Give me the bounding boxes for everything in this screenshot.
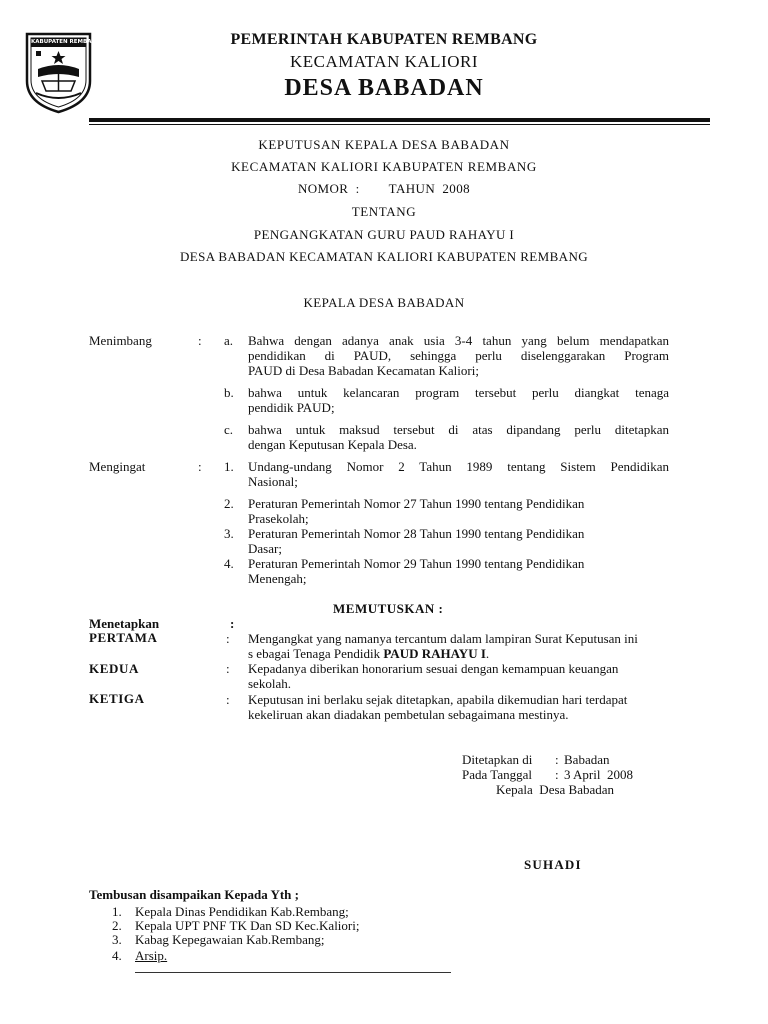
tembusan-heading: Tembusan disampaikan Kepada Yth ;	[89, 887, 299, 902]
pertama-colon: :	[226, 631, 230, 646]
kedua-text-line2: sekolah.	[248, 676, 291, 691]
mengingat-marker: 2.	[224, 496, 234, 511]
ketiga-label: KETIGA	[89, 691, 145, 706]
menimbang-marker: c.	[224, 422, 234, 437]
menimbang-item-line: bahwa untuk kelancaran program tersebut perlu diangkat tenaga	[248, 385, 669, 400]
mengingat-item-line: Nasional;	[248, 474, 298, 489]
menimbang-label: Menimbang	[89, 333, 152, 348]
tembusan-marker: 1.	[112, 904, 122, 919]
ketiga-text-line2: kekeliruan akan diadakan pembetulan sebagaimana mestinya.	[248, 707, 569, 722]
menetapkan-label: Menetapkan	[89, 616, 160, 631]
tembusan-marker: 2.	[112, 918, 122, 933]
date-colon: :	[555, 767, 559, 782]
letterhead-village: DESA BABADAN	[284, 75, 484, 101]
decree-number: NOMOR : TAHUN 2008	[297, 181, 471, 196]
signatory-position: Kepala Desa Babadan	[496, 782, 615, 797]
decree-about: TENTANG	[351, 204, 417, 219]
mengingat-item-line: Dasar;	[248, 541, 282, 556]
menimbang-item-line: Bahwa dengan adanya anak usia 3-4 tahun yang belum mendapatkan	[248, 333, 669, 348]
place-label: Ditetapkan di	[462, 752, 533, 767]
menimbang-marker: b.	[224, 385, 234, 400]
tembusan-marker: 4.	[112, 948, 122, 963]
place-value: Babadan	[564, 752, 610, 767]
mengingat-colon: :	[198, 459, 202, 474]
mengingat-label: Mengingat	[89, 459, 146, 474]
letterhead-district: KECAMATAN KALIORI	[290, 52, 478, 71]
menimbang-item-line: pendidik PAUD;	[248, 400, 335, 415]
menetapkan-colon: :	[230, 616, 235, 631]
decree-subject-location: DESA BABADAN KECAMATAN KALIORI KABUPATEN REMBANG	[179, 249, 589, 264]
place-colon: :	[555, 752, 559, 767]
menimbang-item-line: dengan Keputusan Kepala Desa.	[248, 437, 417, 452]
mengingat-item-line: Prasekolah;	[248, 511, 309, 526]
menimbang-item-line: pendidikan di PAUD, sehingga perlu diselenggarakan Program	[248, 348, 669, 363]
mengingat-marker: 4.	[224, 556, 234, 571]
tembusan-marker: 3.	[112, 932, 122, 947]
letterhead-government: PEMERINTAH KABUPATEN REMBANG	[230, 31, 538, 48]
ketiga-colon: :	[226, 692, 230, 707]
tembusan-item: Arsip.	[135, 948, 168, 963]
kedua-text: Kepadanya diberikan honorarium sesuai dengan kemampuan keuangan	[248, 661, 619, 676]
decree-issuer: KEPALA DESA BABADAN	[303, 295, 465, 310]
decree-title-region: KECAMATAN KALIORI KABUPATEN REMBANG	[231, 159, 537, 174]
date-value: 3 April 2008	[564, 767, 633, 782]
mengingat-marker: 1.	[224, 459, 234, 474]
letterhead-rule-thick	[89, 118, 710, 122]
ketiga-text: Keputusan ini berlaku sejak ditetapkan, apabila dikemudian hari terdapat	[248, 692, 628, 707]
closing-line	[135, 972, 451, 973]
mengingat-item-line: Peraturan Pemerintah Nomor 27 Tahun 1990 tentang Pendidikan	[248, 496, 585, 511]
tembusan-item: Kepala Dinas Pendidikan Kab.Rembang;	[135, 904, 349, 919]
memutuskan-heading: MEMUTUSKAN :	[333, 601, 444, 616]
signatory-name: SUHADI	[524, 857, 582, 872]
paud-name: PAUD RAHAYU I	[383, 646, 486, 661]
kedua-label: KEDUA	[89, 661, 139, 676]
kedua-colon: :	[226, 661, 230, 676]
tembusan-item: Kepala UPT PNF TK Dan SD Kec.Kaliori;	[135, 918, 360, 933]
decree-title: KEPUTUSAN KEPALA DESA BABADAN	[258, 137, 510, 152]
letterhead-rule-thin	[89, 124, 710, 125]
date-label: Pada Tanggal	[462, 767, 532, 782]
mengingat-item-line: Peraturan Pemerintah Nomor 28 Tahun 1990 tentang Pendidikan	[248, 526, 585, 541]
menimbang-colon: :	[198, 333, 202, 348]
pertama-text-line2: s ebagai Tenaga Pendidik PAUD RAHAYU I.	[248, 646, 490, 661]
pertama-label: PERTAMA	[89, 630, 158, 645]
mengingat-item-line: Peraturan Pemerintah Nomor 29 Tahun 1990 tentang Pendidikan	[248, 556, 585, 571]
pertama-text: Mengangkat yang namanya tercantum dalam lampiran Surat Keputusan ini	[248, 631, 638, 646]
menimbang-marker: a.	[224, 333, 234, 348]
mengingat-item-line: Undang-undang Nomor 2 Tahun 1989 tentang Sistem Pendidikan	[248, 459, 669, 474]
menimbang-item-line: bahwa untuk maksud tersebut di atas dipandang perlu ditetapkan	[248, 422, 669, 437]
mengingat-marker: 3.	[224, 526, 234, 541]
emblem-text: KABUPATEN REMBANG	[31, 39, 101, 45]
mengingat-item-line: Menengah;	[248, 571, 307, 586]
decree-subject: PENGANGKATAN GURU PAUD RAHAYU I	[253, 227, 515, 242]
menimbang-item-line: PAUD di Desa Babadan Kecamatan Kaliori;	[248, 363, 479, 378]
tembusan-item: Kabag Kepegawaian Kab.Rembang;	[135, 932, 325, 947]
